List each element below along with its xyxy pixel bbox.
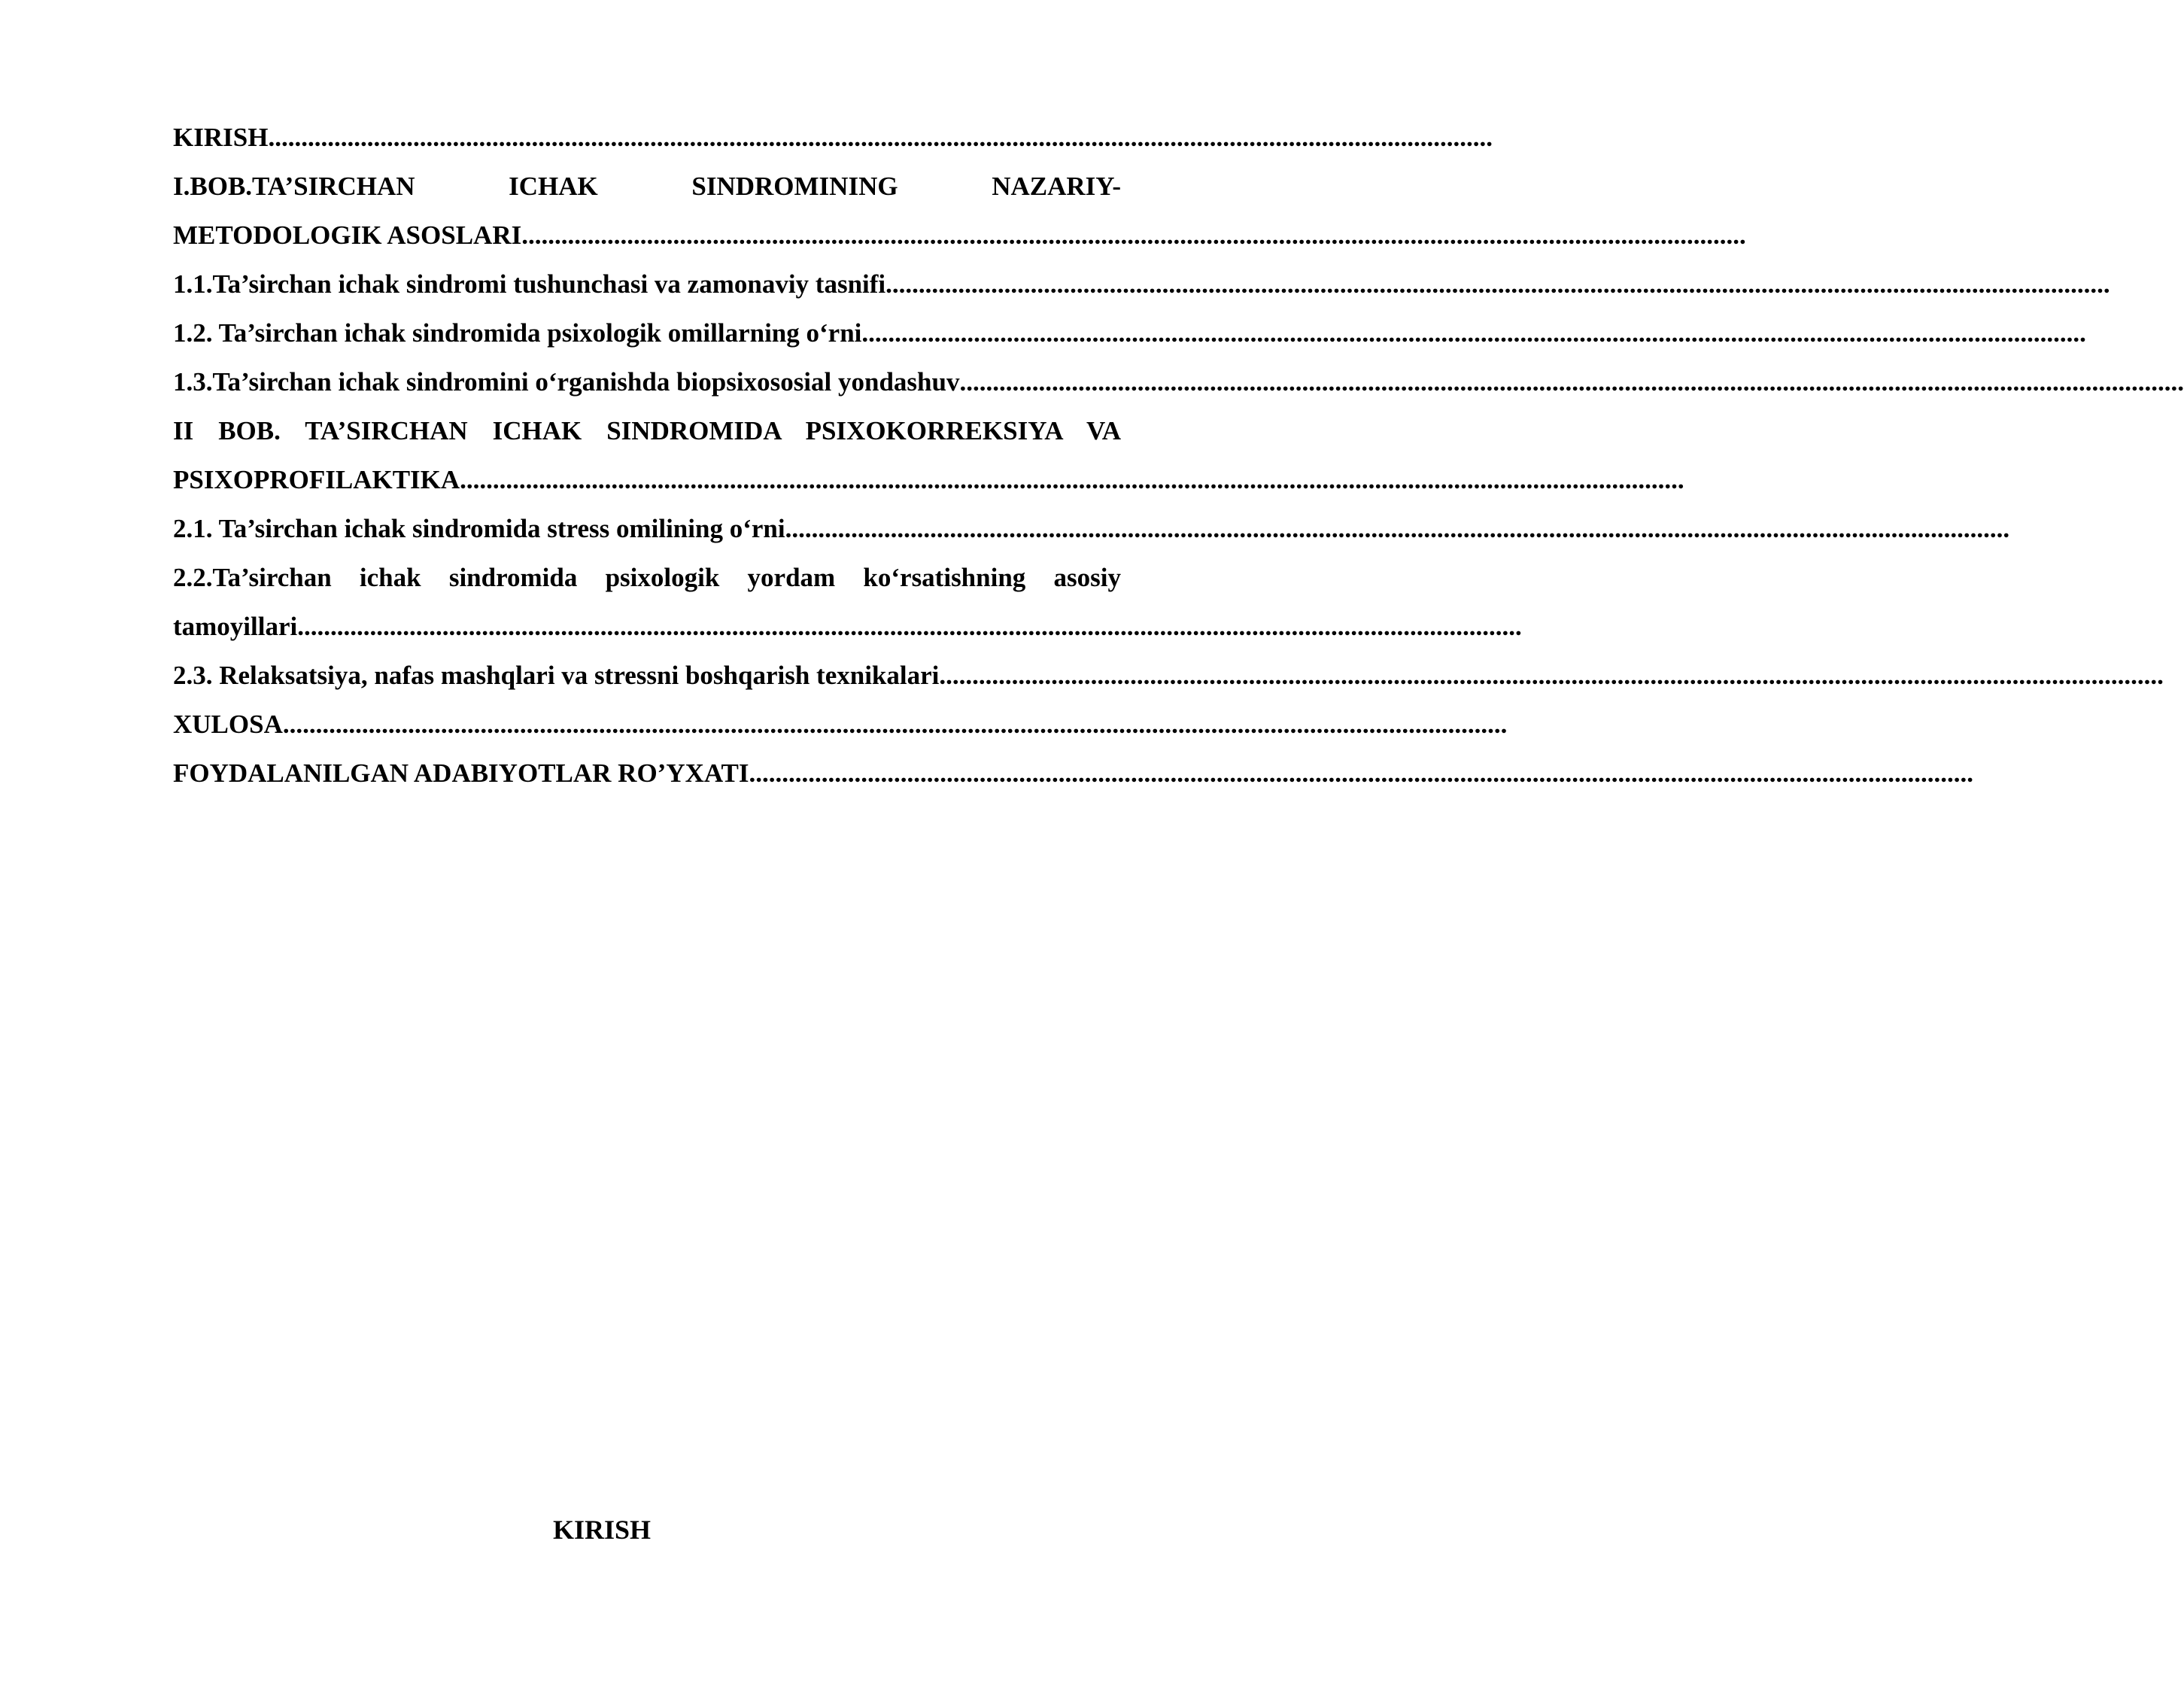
- toc-entry-label: XULOSA: [173, 710, 283, 739]
- toc-entry-chapter-2-title[interactable]: II BOB. TA’SIRCHAN ICHAK SINDROMIDA PSIXOKORREKSIYA VA: [173, 416, 1121, 445]
- leader-dots: ..........................................................................................................................................................................................: [939, 661, 2164, 690]
- toc-entry-2-3[interactable]: [173, 651, 2164, 700]
- leader-dots: ..........................................................................................................................................................................................: [885, 269, 2110, 299]
- toc-entry-1-2[interactable]: [173, 308, 2086, 357]
- leader-dots: ..........................................................................................................................................................................................: [861, 318, 2086, 348]
- toc-entry-chapter-1[interactable]: [173, 211, 1746, 260]
- toc-entry-chapter-1-title[interactable]: I.BOB.TA’SIRCHAN ICHAK SINDROMINING NAZARIY-: [173, 172, 1121, 201]
- section-heading-kirish: KIRISH: [552, 1515, 652, 1545]
- toc-entry-label: METODOLOGIK ASOSLARI: [173, 220, 522, 250]
- leader-dots: ..........................................................................................................................................................................................: [521, 220, 1746, 250]
- toc-entry-2-2[interactable]: [173, 602, 1522, 651]
- toc-entry-chapter-2[interactable]: [173, 455, 1684, 504]
- toc-entry-label: 1.3.Ta’sirchan ichak sindromini o‘rganishda biopsixososial yondashuv: [173, 367, 960, 397]
- leader-dots: ..........................................................................................................................................................................................: [268, 123, 1493, 152]
- leader-dots: ..........................................................................................................................................................................................: [297, 612, 1522, 641]
- leader-dots: ..........................................................................................................................................................................................: [959, 367, 2184, 397]
- toc-entry-2-1[interactable]: [173, 504, 2010, 553]
- toc-entry-1-3[interactable]: [173, 357, 2184, 406]
- toc-entry-label: FOYDALANILGAN ADABIYOTLAR RO’YXATI: [173, 758, 749, 788]
- toc-entry-2-2-title[interactable]: 2.2.Ta’sirchan ichak sindromida psixologik yordam ko‘rsatishning asosiy: [173, 563, 1121, 592]
- toc-entry-label: tamoyillari: [173, 612, 298, 641]
- toc-entry-label: PSIXOPROFILAKTIKA: [173, 465, 460, 494]
- toc-entry-1-1[interactable]: [173, 260, 2110, 308]
- toc-entry-references[interactable]: [173, 749, 1974, 798]
- toc-entry-label: KIRISH: [173, 123, 269, 152]
- toc-entry-xulosa[interactable]: [173, 700, 1508, 749]
- toc-entry-label: 2.1. Ta’sirchan ichak sindromida stress omilining o‘rni: [173, 514, 785, 543]
- leader-dots: ..........................................................................................................................................................................................: [785, 514, 2010, 543]
- toc-entry-label: 1.1.Ta’sirchan ichak sindromi tushunchasi va zamonaviy tasnifi: [173, 269, 886, 299]
- leader-dots: ..........................................................................................................................................................................................: [282, 710, 1508, 739]
- table-of-contents: [173, 113, 2184, 798]
- toc-entry-label: 1.2. Ta’sirchan ichak sindromida psixologik omillarning o‘rni: [173, 318, 862, 348]
- toc-entry-label: 2.3. Relaksatsiya, nafas mashqlari va stressni boshqarish texnikalari: [173, 661, 940, 690]
- toc-entry-kirish[interactable]: [173, 113, 1493, 162]
- leader-dots: ..........................................................................................................................................................................................: [460, 465, 1684, 494]
- leader-dots: ..........................................................................................................................................................................................: [749, 758, 1974, 788]
